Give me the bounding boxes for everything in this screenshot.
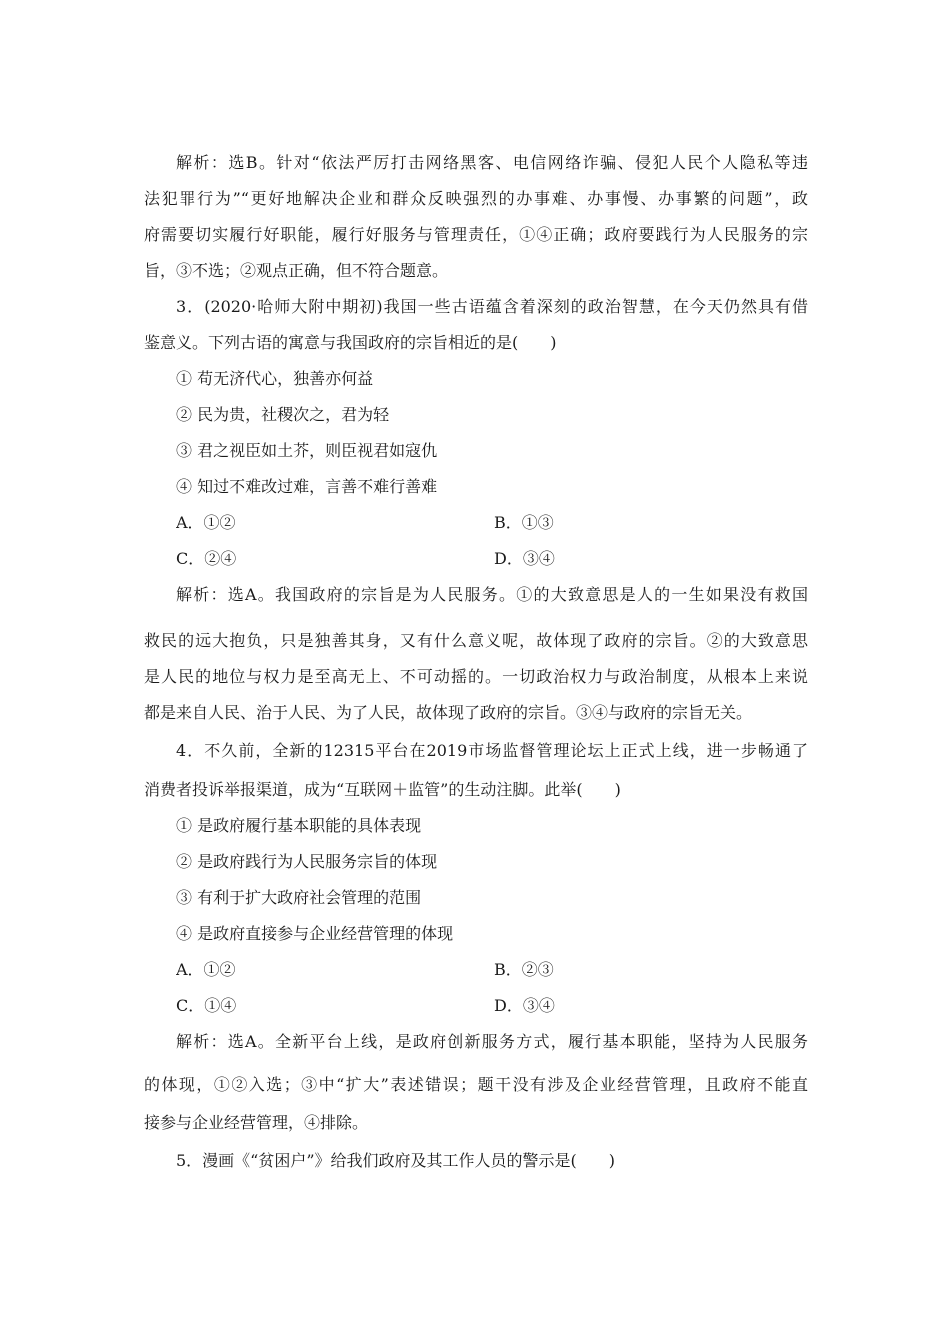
q4-analysis-line-3: 接参与企业经营管理，④排除。 (144, 1113, 369, 1132)
q3-stem-line-1: 3．(2020·哈师大附中期初)我国一些古语蕴含着深刻的政治智慧，在今天仍然具有借 (176, 297, 808, 316)
q3-item-1: ① 苟无济代心，独善亦何益 (176, 369, 374, 388)
q3-option-a: A．①② (176, 513, 236, 532)
q3-option-d: D．③④ (494, 549, 555, 568)
q4-analysis-line-2: 的体现，①②入选；③中“扩大”表述错误；题干没有涉及企业经营管理，且政府不能直 (144, 1075, 808, 1094)
q3-analysis-line-1: 解析：选A。我国政府的宗旨是为人民服务。①的大致意思是人的一生如果没有救国 (176, 585, 808, 604)
q4-stem-line-2: 消费者投诉举报渠道，成为“互联网＋监管”的生动注脚。此举( ) (144, 780, 621, 799)
q2-analysis-line-2: 法犯罪行为”“更好地解决企业和群众反映强烈的办事难、办事慢、办事繁的问题”，政 (144, 189, 808, 208)
q4-item-1: ① 是政府履行基本职能的具体表现 (176, 816, 422, 835)
q3-analysis-line-4: 都是来自人民、治于人民、为了人民，故体现了政府的宗旨。③④与政府的宗旨无关。 (144, 703, 753, 722)
q4-item-4: ④ 是政府直接参与企业经营管理的体现 (176, 924, 454, 943)
q4-option-c: C．①④ (176, 996, 237, 1015)
q2-analysis-line-4: 旨，③不选；②观点正确，但不符合题意。 (144, 261, 449, 280)
q2-analysis-line-1: 解析：选B。针对“依法严厉打击网络黑客、电信网络诈骗、侵犯人民个人隐私等违 (176, 153, 808, 172)
q4-stem-line-1: 4．不久前，全新的12315平台在2019市场监督管理论坛上正式上线，进一步畅通了 (176, 741, 808, 760)
q3-stem-line-2: 鉴意义。下列古语的寓意与我国政府的宗旨相近的是( ) (144, 333, 557, 352)
q3-option-c: C．②④ (176, 549, 237, 568)
q4-item-3: ③ 有利于扩大政府社会管理的范围 (176, 888, 422, 907)
q4-option-b: B．②③ (494, 960, 554, 979)
q3-analysis-line-2: 救民的远大抱负，只是独善其身，又有什么意义呢，故体现了政府的宗旨。②的大致意思 (144, 631, 808, 650)
q5-stem: 5．漫画《“贫困户”》给我们政府及其工作人员的警示是( ) (176, 1151, 616, 1170)
q3-option-b: B．①③ (494, 513, 554, 532)
q3-analysis-line-3: 是人民的地位与权力是至高无上、不可动摇的。一切政治权力与政治制度，从根本上来说 (144, 667, 808, 686)
q4-option-a: A．①② (176, 960, 236, 979)
q3-item-3: ③ 君之视臣如土芥，则臣视君如寇仇 (176, 441, 438, 460)
q3-item-2: ② 民为贵，社稷次之，君为轻 (176, 405, 390, 424)
q4-option-d: D．③④ (494, 996, 555, 1015)
q3-item-4: ④ 知过不难改过难，言善不难行善难 (176, 477, 438, 496)
q4-analysis-line-1: 解析：选A。全新平台上线，是政府创新服务方式，履行基本职能，坚持为人民服务 (176, 1032, 808, 1051)
q4-item-2: ② 是政府践行为人民服务宗旨的体现 (176, 852, 438, 871)
q2-analysis-line-3: 府需要切实履行好职能，履行好服务与管理责任，①④正确；政府要践行为人民服务的宗 (144, 225, 808, 244)
